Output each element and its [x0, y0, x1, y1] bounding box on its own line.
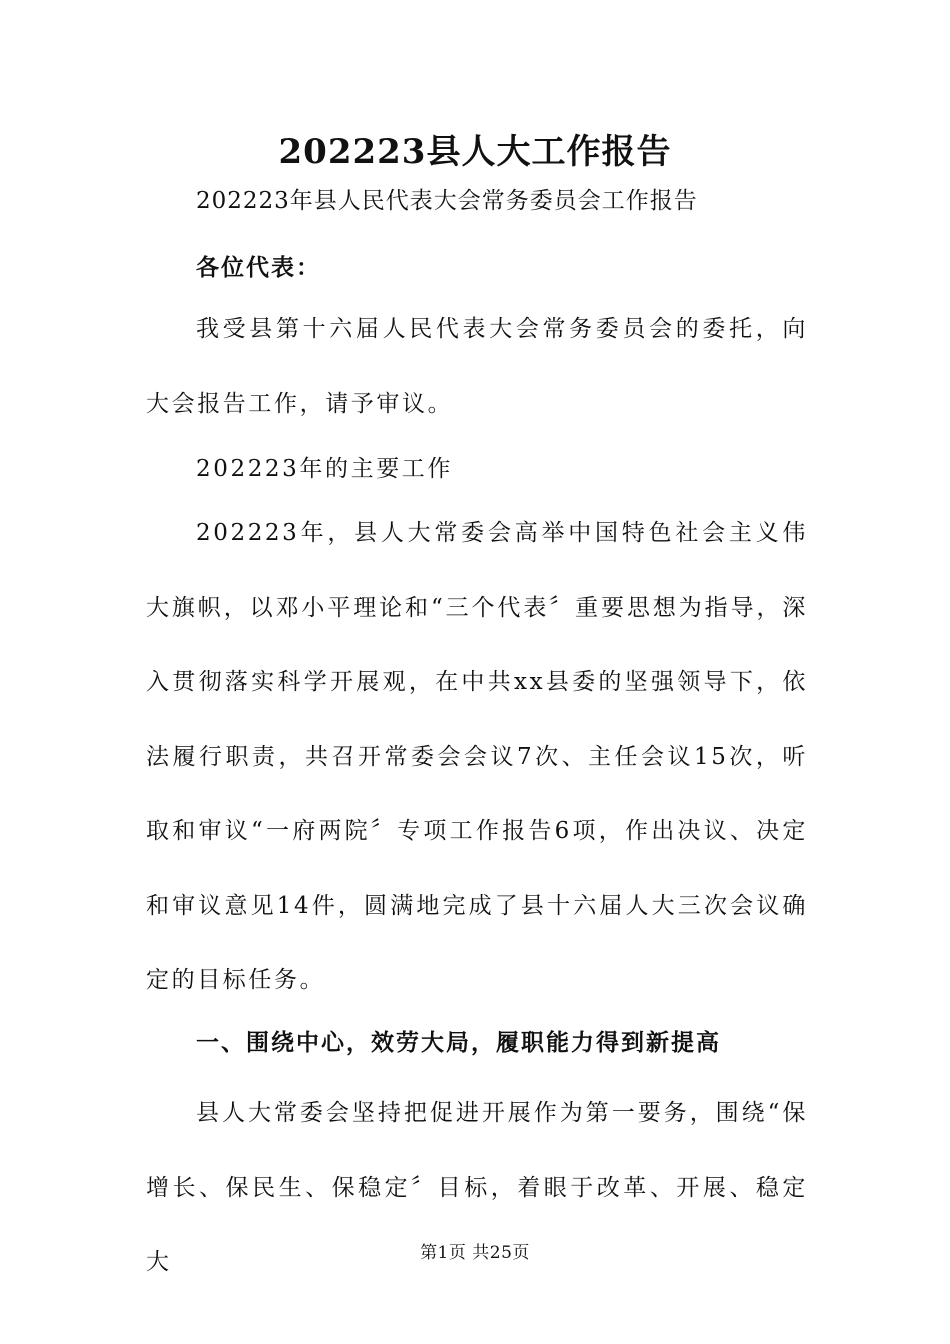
document-subtitle: 202223年县人民代表大会常务委员会工作报告 — [196, 188, 698, 214]
greeting: 各位代表： — [196, 254, 321, 281]
paragraph: 我受县第十六届人民代表大会常务委员会的委托，向大会报告工作，请予审议。 — [146, 316, 808, 417]
paragraph: 县人大常委会坚持把促进开展作为第一要务，围绕“保增长、保民生、保稳定〞目标，着眼于改革、开展、稳定大 — [146, 1100, 808, 1275]
page-number: 第1页 共25页 — [420, 1243, 530, 1263]
paragraph: 202223年的主要工作 — [196, 456, 453, 482]
document-title: 202223县人大工作报告 — [278, 132, 672, 172]
paragraph: 202223年，县人大常委会高举中国特色社会主义伟大旗帜，以邓小平理论和“三个代表〞重要思想为指导，深入贯彻落实科学开展观，在中共xx县委的坚强领导下，依法履行职责，共召开常委会会议7次、主任会议15次，听取和审议“一府两院〞专项工作报告6项，作出决议、决定和审议意见14件，圆满地完成了县十六届人大三次会议确定的目标任务。 — [146, 520, 808, 993]
section-heading: 一、围绕中心，效劳大局，履职能力得到新提高 — [196, 1029, 721, 1056]
